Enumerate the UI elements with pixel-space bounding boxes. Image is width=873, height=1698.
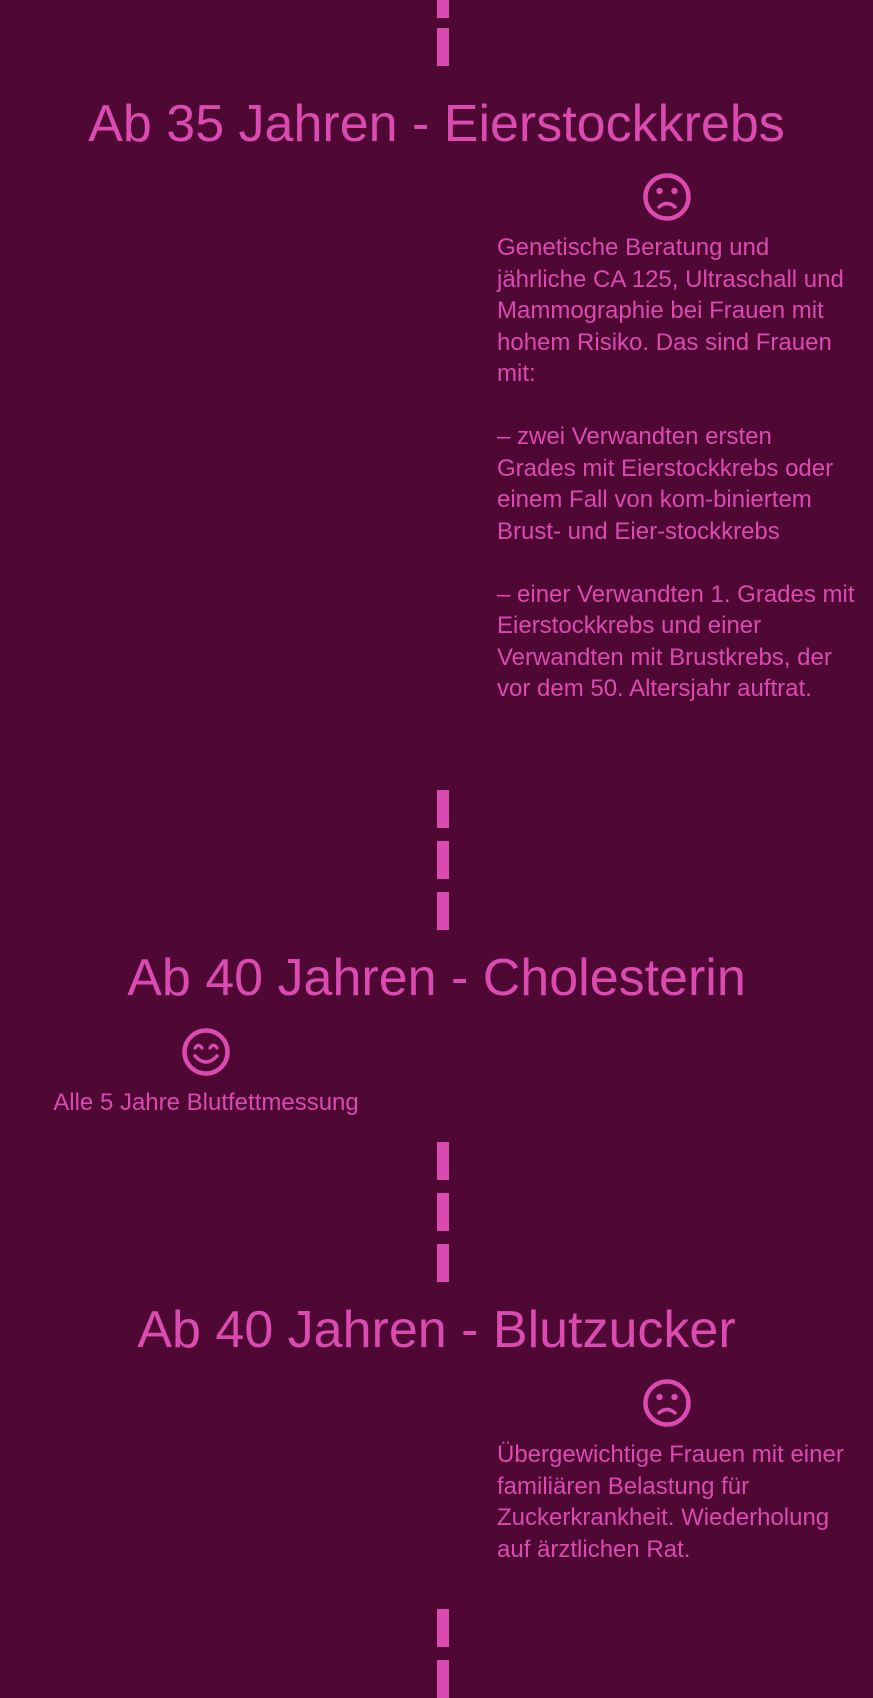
timeline-dash [437,0,449,18]
section-heading: Ab 40 Jahren - Cholesterin [127,949,746,1007]
timeline-dash [437,1244,449,1282]
section-text [497,1439,857,1565]
frown-face-icon [642,1378,692,1428]
section-text [0,1087,412,1119]
text-paragraph: Übergewichtige Frauen mit einer familiären Belastung für Zuckerkrankheit. Wiederholung auf ärztlichen Rat. [497,1441,844,1563]
timeline-dash [437,1660,449,1698]
text-paragraph: Alle 5 Jahre Blutfettmessung [53,1089,359,1116]
timeline-dash [437,1609,449,1647]
section-heading: Ab 35 Jahren - Eierstockkrebs [88,95,785,153]
timeline-dash [437,1193,449,1231]
text-paragraph: – zwei Verwandten ersten Grades mit Eierstockkrebs oder einem Fall von kom-biniertem Brust- und Eier-stockkrebs [497,423,834,545]
timeline-dash [437,892,449,930]
timeline-dash [437,28,449,66]
timeline-dash [437,790,449,828]
text-paragraph: Genetische Beratung und jährliche CA 125, Ultraschall und Mammographie bei Frauen mit hohem Risiko. Das sind Frauen mit: [497,234,844,387]
section-text [497,232,857,705]
timeline-dash [437,1142,449,1180]
smile-face-icon [181,1027,231,1077]
frown-face-icon [642,172,692,222]
section-heading: Ab 40 Jahren - Blutzucker [137,1301,736,1359]
timeline-dash [437,841,449,879]
text-paragraph: – einer Verwandten 1. Grades mit Eierstockkrebs und einer Verwandten mit Brustkrebs, der vor dem 50. Altersjahr auftrat. [497,580,855,702]
